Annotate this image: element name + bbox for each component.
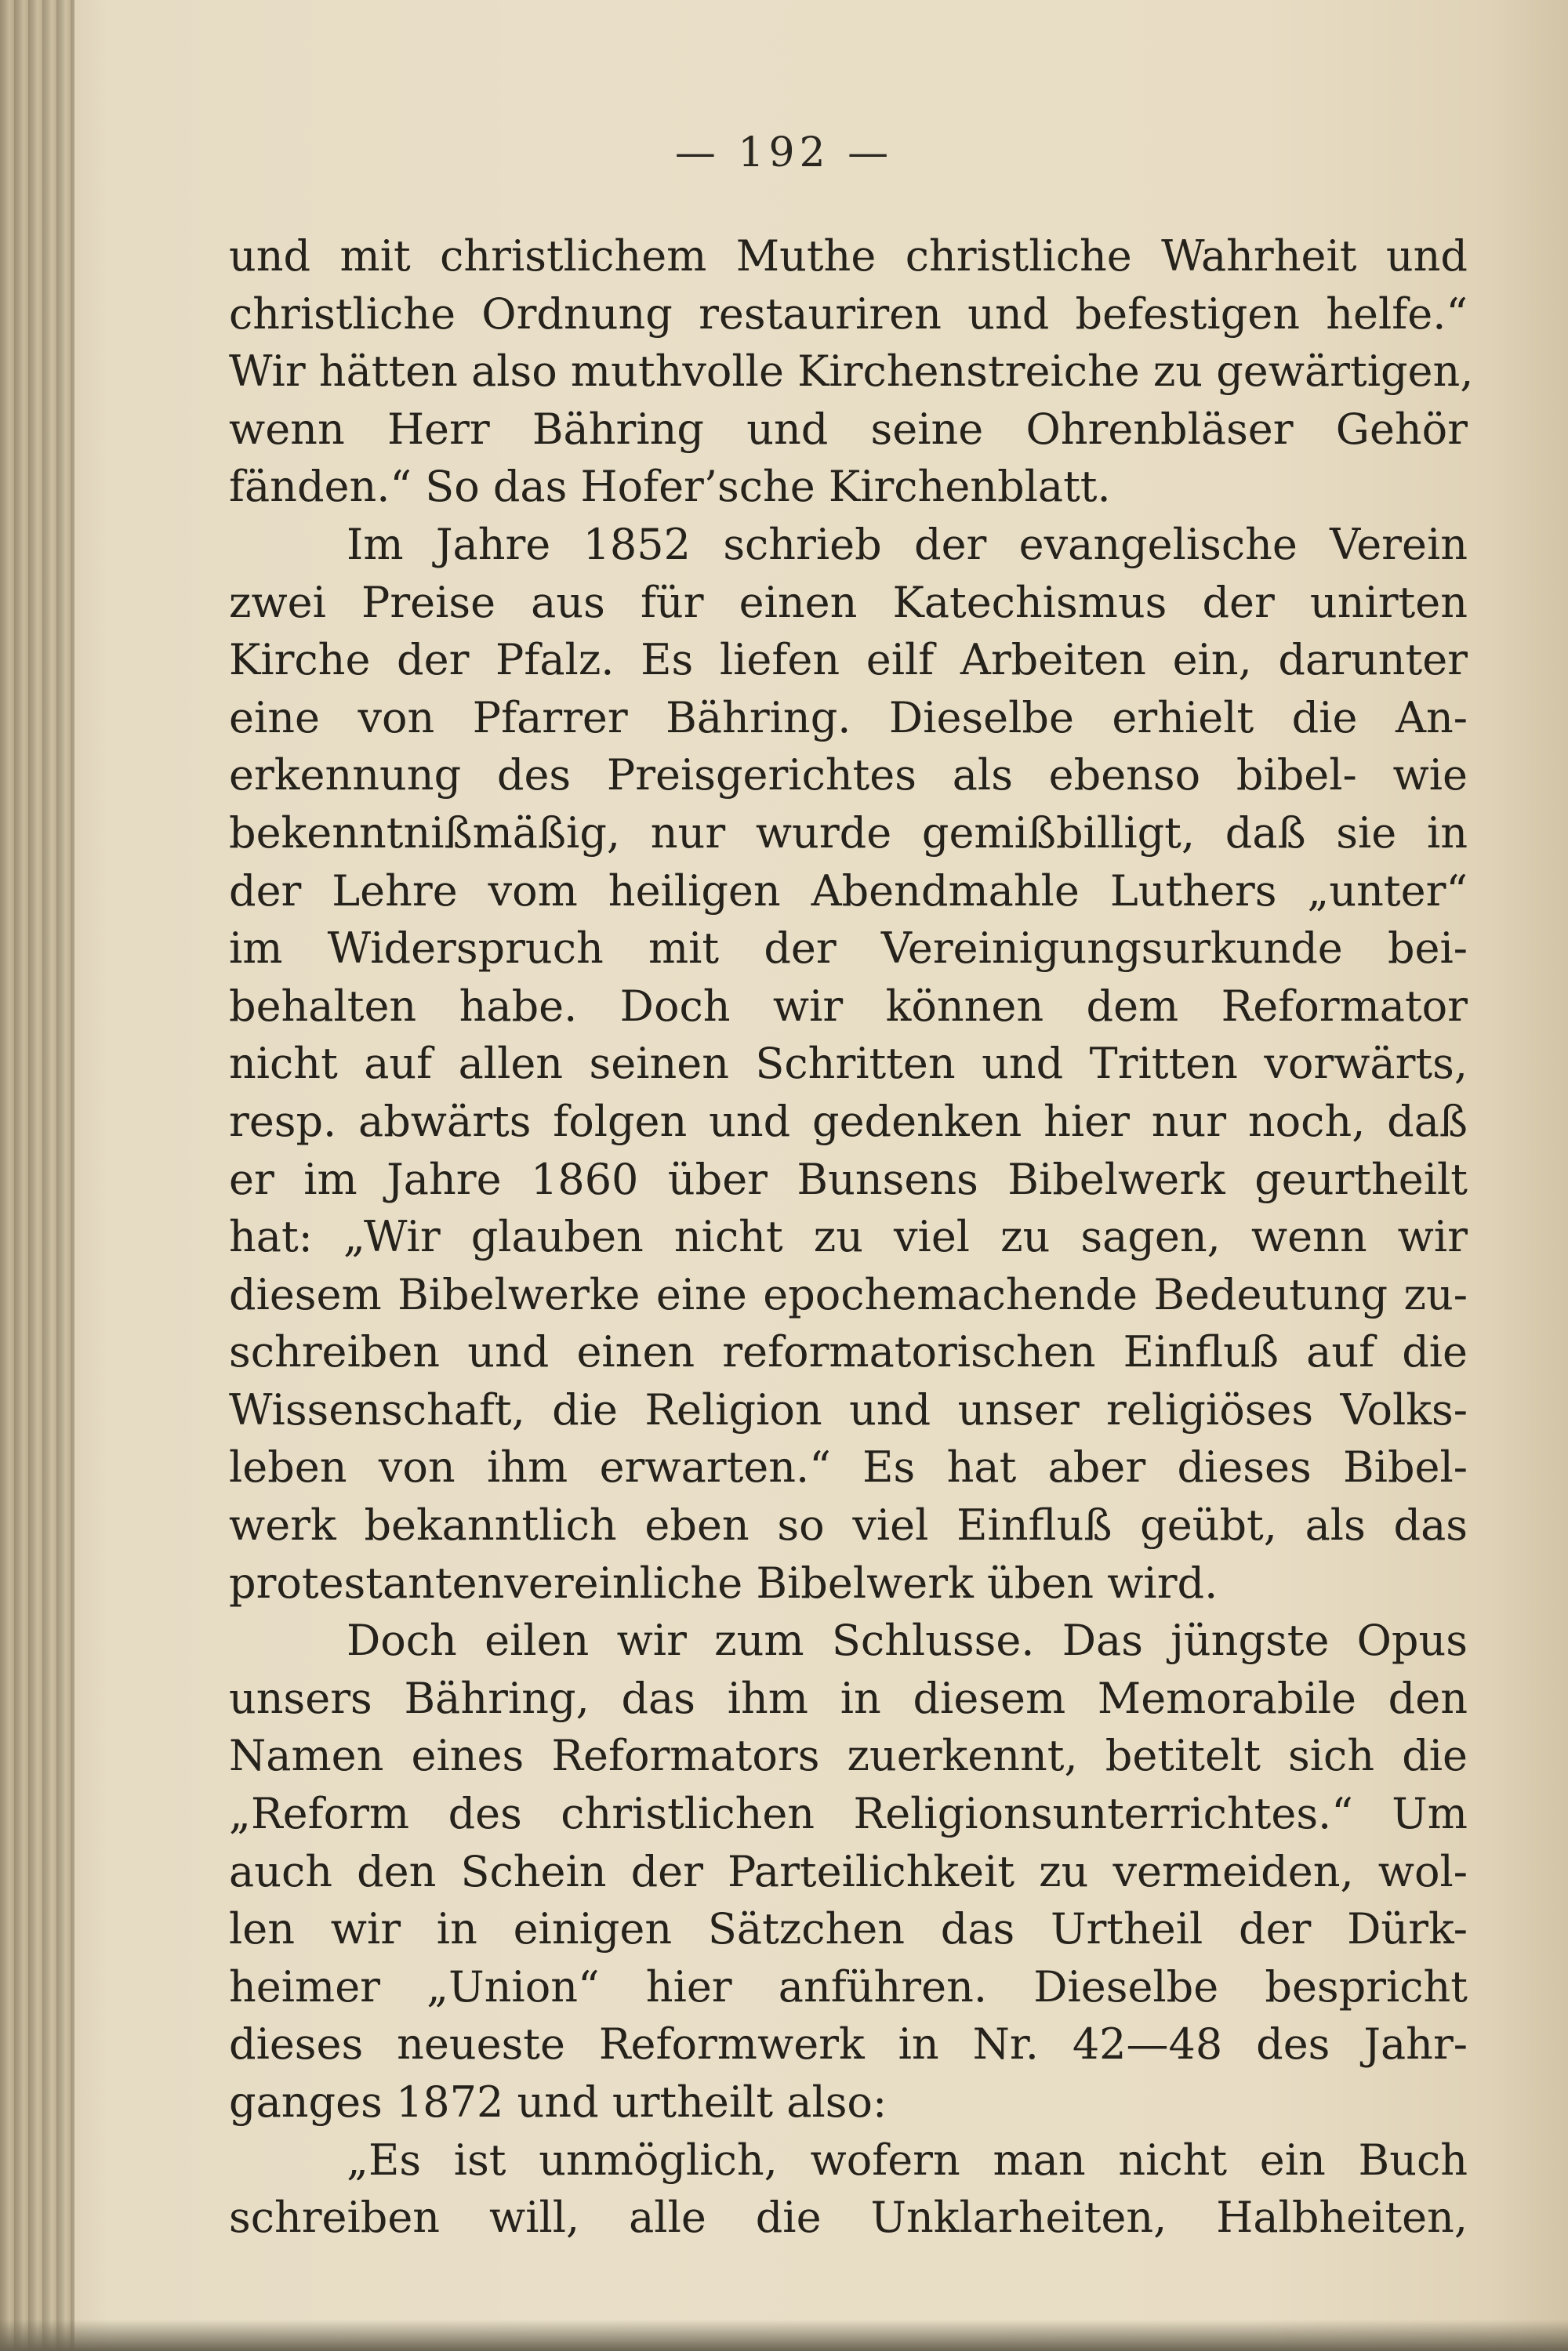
text-line: Namen eines Reformators zuerkennt, betitelt sich die bbox=[229, 1731, 1468, 1781]
page-edges bbox=[0, 0, 74, 2351]
text-line: werk bekanntlich eben so viel Einfluß geübt, als das bbox=[229, 1500, 1468, 1551]
text-line: len wir in einigen Sätzchen das Urtheil der Dürk- bbox=[229, 1904, 1468, 1954]
text-line: zwei Preise aus für einen Katechismus der unirten bbox=[229, 577, 1468, 627]
text-line: Wir hätten also muthvolle Kirchenstreiche zu gewärtigen, bbox=[229, 346, 1474, 397]
text-line: bekenntnißmäßig, nur wurde gemißbilligt, daß sie in bbox=[229, 807, 1468, 858]
text-line: auch den Schein der Parteilichkeit zu vermeiden, wol- bbox=[229, 1846, 1468, 1896]
text-line: heimer „Union“ hier anführen. Dieselbe bespricht bbox=[229, 1961, 1468, 2012]
text-line: Doch eilen wir zum Schlusse. Das jüngste Opus bbox=[347, 1616, 1468, 1666]
text-line: leben von ihm erwarten.“ Es hat aber dieses Bibel- bbox=[229, 1442, 1468, 1493]
text-line: „Reform des christlichen Religionsunterrichtes.“ Um bbox=[229, 1789, 1468, 1839]
text-line: diesem Bibelwerke eine epochemachende Bedeutung zu- bbox=[229, 1269, 1468, 1319]
text-line: erkennung des Preisgerichtes als ebenso bibel- wie bbox=[229, 750, 1468, 800]
text-line: Wissenschaft, die Religion und unser religiöses Volks- bbox=[229, 1384, 1468, 1435]
text-line: im Widerspruch mit der Vereinigungsurkunde bei- bbox=[229, 923, 1468, 974]
text-line: fänden.“ So das Hofer’sche Kirchenblatt. bbox=[229, 462, 1111, 512]
text-line: eine von Pfarrer Bähring. Dieselbe erhielt die An- bbox=[229, 692, 1468, 742]
text-line: er im Jahre 1860 über Bunsens Bibelwerk geurtheilt bbox=[229, 1154, 1468, 1204]
page-bottom-shadow bbox=[0, 2320, 1568, 2351]
text-line: der Lehre vom heiligen Abendmahle Luthers „unter“ bbox=[229, 865, 1468, 916]
text-line: „Es ist unmöglich, wofern man nicht ein Buch bbox=[347, 2135, 1468, 2185]
text-line: schreiben will, alle die Unklarheiten, Halbheiten, bbox=[229, 2193, 1468, 2243]
text-line: hat: „Wir glauben nicht zu viel zu sagen, wenn wir bbox=[229, 1212, 1468, 1262]
text-line: schreiben und einen reformatorischen Einfluß auf die bbox=[229, 1327, 1468, 1377]
text-line: behalten habe. Doch wir können dem Reformator bbox=[229, 981, 1468, 1031]
text-line: nicht auf allen seinen Schritten und Tritten vorwärts, bbox=[229, 1039, 1468, 1089]
text-line: Kirche der Pfalz. Es liefen eilf Arbeiten ein, darunter bbox=[229, 635, 1468, 685]
text-line: resp. abwärts folgen und gedenken hier nur noch, daß bbox=[229, 1096, 1468, 1146]
text-line: ganges 1872 und urtheilt also: bbox=[229, 2077, 887, 2127]
text-line: dieses neueste Reformwerk in Nr. 42—48 des Jahr- bbox=[229, 2019, 1468, 2070]
text-line: unsers Bähring, das ihm in diesem Memorabile den bbox=[229, 1673, 1468, 1723]
text-line: wenn Herr Bähring und seine Ohrenbläser Gehör bbox=[229, 404, 1468, 454]
page-number: — 192 — bbox=[674, 129, 894, 176]
text-line: christliche Ordnung restauriren und befestigen helfe.“ bbox=[229, 288, 1468, 339]
text-line: Im Jahre 1852 schrieb der evangelische Verein bbox=[347, 519, 1468, 569]
text-line: protestantenvereinliche Bibelwerk üben wird. bbox=[229, 1558, 1218, 1608]
text-line: und mit christlichem Muthe christliche Wahrheit und bbox=[229, 231, 1468, 281]
text-block bbox=[229, 227, 1474, 2247]
